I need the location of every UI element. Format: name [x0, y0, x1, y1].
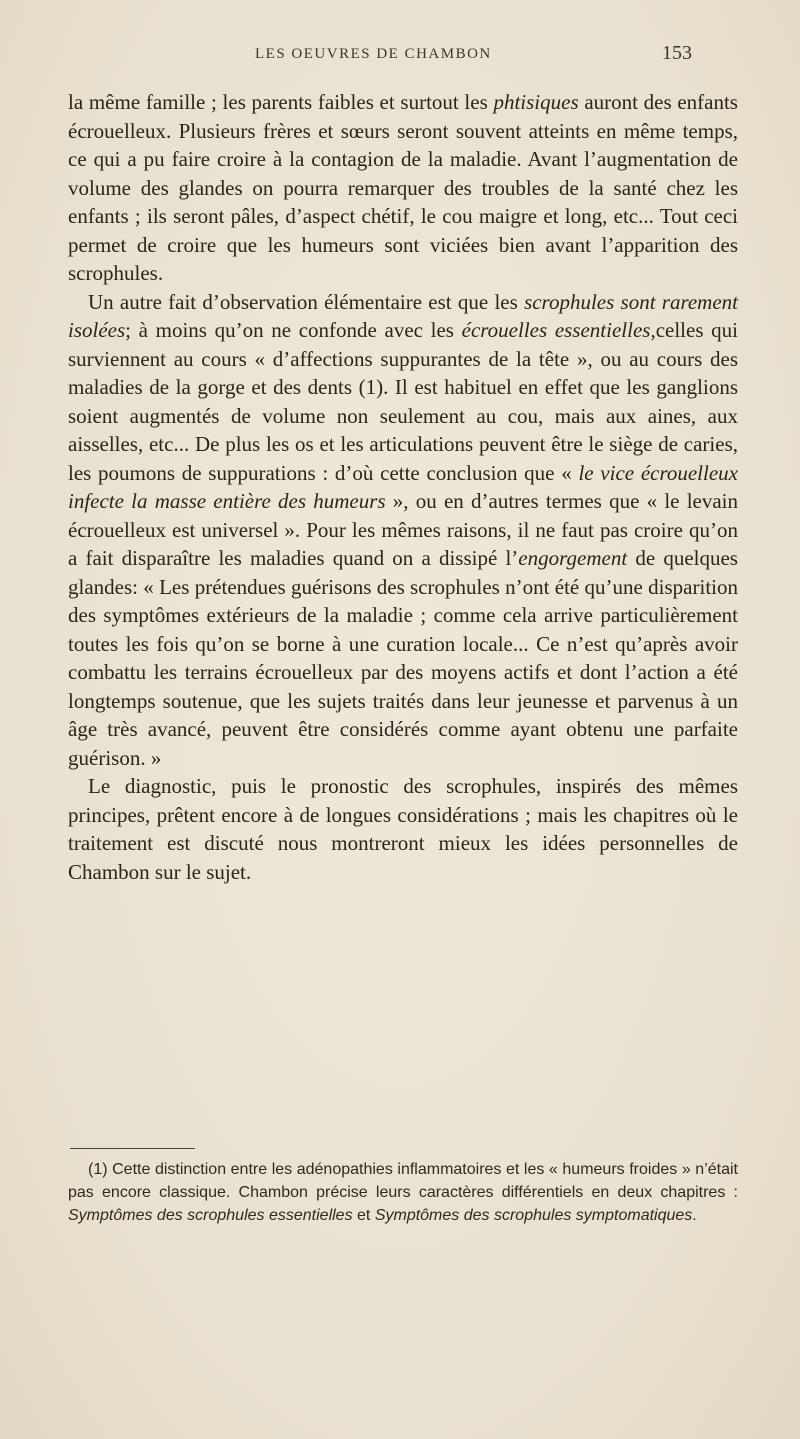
italic-text: Symptômes des scrophules essentielles	[68, 1207, 353, 1224]
italic-text: Symptômes des scrophules symptomatiques	[374, 1207, 693, 1224]
italic-text: engorgement	[518, 546, 628, 570]
text-run: (1) Cette distinction entre les adénopathies inflammatoires et les « humeurs froides » n’était pas encore classique. Chambon précise leurs caractères différentiels en deux chapitres :	[68, 1161, 738, 1201]
paragraph	[68, 88, 738, 288]
text-run: de quelques glandes: « Les prétendues guérisons des scrophules n’ont été qu’une disparition des symptômes extérieurs de la maladie ; comme cela arrive particulièrement toutes les fois qu’on se borne à une curation locale... Ce n’est qu’après avoir combattu les terrains écrouelleux par des moyens actifs et dont l’action a été longtemps soutenue, que les sujets traités dans leur jeunesse et parvenus à un âge très avancé, peuvent être considérés comme ayant obtenu une parfaite guérison. »	[68, 546, 738, 770]
text-run: .	[692, 1207, 697, 1224]
paragraph	[68, 772, 738, 886]
text-run: auront des enfants écrouelleux. Plusieurs frères et sœurs seront souvent atteints en même temps, ce qui a pu faire croire à la contagion de la maladie. Avant l’augmentation de volume des glandes on pourra remarquer des troubles de la santé chez les enfants ; ils seront pâles, d’aspect chétif, le cou maigre et long, etc... Tout ceci permet de croire que les humeurs sont viciées bien avant l’apparition des scrophules.	[68, 90, 738, 285]
page-number: 153	[662, 42, 692, 64]
italic-text: le vice écrouelleux infecte la masse entière des humeurs	[68, 460, 738, 513]
paragraph	[68, 288, 738, 773]
text-run: Le diagnostic, puis le pronostic des scrophules, inspirés des mêmes principes, prêtent encore à de longues considérations ; mais les chapitres où le traitement est discuté nous montreront mieux les idées personnelles de Chambon sur le sujet.	[68, 774, 738, 884]
running-head: LES OEUVRES DE CHAMBON	[255, 46, 492, 62]
text-run: et	[352, 1207, 375, 1224]
footnote-separator	[70, 1148, 195, 1149]
text-run: la même famille ; les parents faibles et surtout les	[68, 90, 494, 114]
main-text	[68, 88, 738, 886]
text-run: Un autre fait d’observation élémentaire est que les	[88, 289, 525, 314]
italic-text: scrophules sont rarement isolées	[68, 289, 739, 342]
footnote	[68, 1158, 738, 1227]
text-run: ; à moins qu’on ne confonde avec les	[125, 318, 462, 342]
page-header	[255, 42, 692, 72]
text-run: ,celles qui surviennent au cours « d’affections suppurantes de la tête », ou au cours des maladies de la gorge et des dents (1). Il est habituel en effet que les ganglions soient augmentés de volume non seulement au cou, mais aux aines, aux aisselles, etc... De plus les os et les articulations peuvent être le siège de caries, les poumons de suppurations : d’où cette conclusion que «	[68, 318, 738, 485]
italic-text: phtisiques	[493, 90, 579, 114]
text-run: », ou en d’autres termes que « le levain écrouelleux est universel ». Pour les mêmes raisons, il ne faut pas croire qu’on a fait disparaître les maladies quand on a dissipé l’	[68, 489, 739, 570]
italic-text: écrouelles essentielles	[461, 318, 651, 342]
